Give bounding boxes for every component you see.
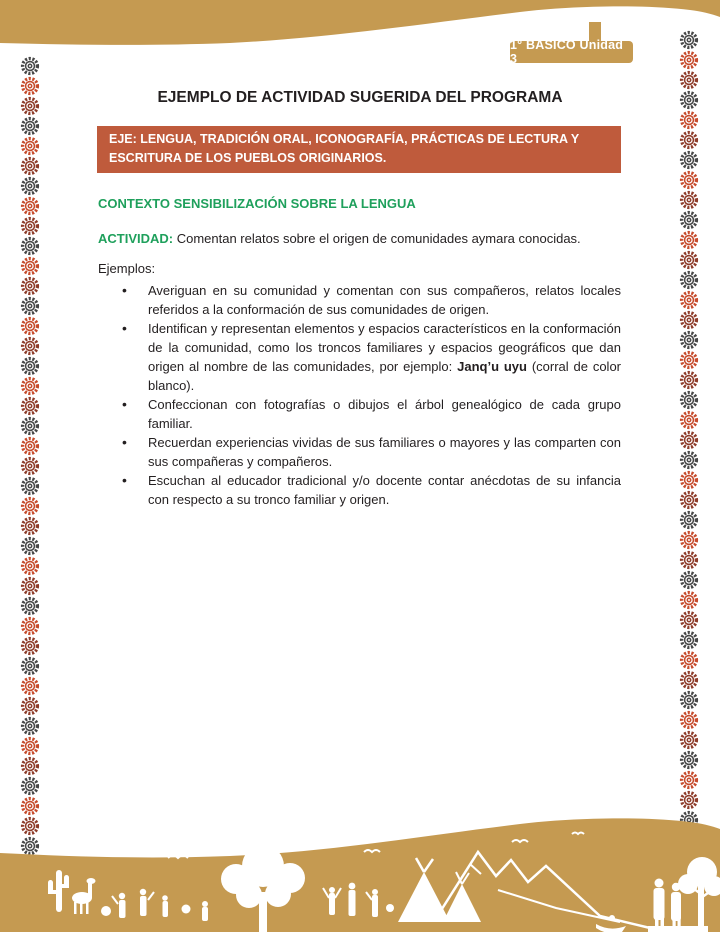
- rosette-icon: [20, 756, 40, 776]
- rosette-icon: [20, 516, 40, 536]
- rosette-icon: [20, 216, 40, 236]
- rosette-icon: [679, 510, 699, 530]
- rosette-icon: [20, 336, 40, 356]
- footer-band: [0, 812, 720, 932]
- rosette-icon: [679, 170, 699, 190]
- rosette-icon: [679, 190, 699, 210]
- rosette-icon: [679, 150, 699, 170]
- rosette-icon: [20, 716, 40, 736]
- rosette-icon: [679, 570, 699, 590]
- rosette-icon: [20, 556, 40, 576]
- rosette-icon: [20, 316, 40, 336]
- rosette-icon: [679, 690, 699, 710]
- rosette-icon: [20, 636, 40, 656]
- rosette-icon: [679, 350, 699, 370]
- rosette-icon: [679, 130, 699, 150]
- activity-line: [98, 231, 622, 246]
- rosette-icon: [679, 250, 699, 270]
- rosette-icon: [679, 750, 699, 770]
- rosette-icon: [20, 256, 40, 276]
- rosette-icon: [20, 536, 40, 556]
- rosette-icon: [20, 696, 40, 716]
- rosette-icon: [679, 530, 699, 550]
- rosette-icon: [679, 390, 699, 410]
- rosette-icon: [20, 396, 40, 416]
- page-title: EJEMPLO DE ACTIVIDAD SUGERIDA DEL PROGRAMA: [157, 89, 563, 106]
- rosette-icon: [20, 576, 40, 596]
- rosette-icon: [679, 230, 699, 250]
- rosette-icon: [679, 670, 699, 690]
- rosette-icon: [20, 376, 40, 396]
- examples-list: [98, 281, 621, 509]
- rosette-icon: [20, 156, 40, 176]
- rosette-icon: [679, 330, 699, 350]
- eje-heading-text: EJE: LENGUA, TRADICIÓN ORAL, ICONOGRAFÍA, PRÁCTICAS DE LECTURA Y ESCRITURA DE LOS PUEBLOS ORIGINARIOS.: [109, 132, 579, 165]
- rosette-icon: [679, 70, 699, 90]
- rosette-icon: [20, 276, 40, 296]
- rosette-icon: [20, 236, 40, 256]
- rosette-icon: [20, 736, 40, 756]
- rosette-icon: [20, 676, 40, 696]
- rosette-icon: [679, 90, 699, 110]
- rosette-icon: [20, 136, 40, 156]
- rosette-icon: [20, 196, 40, 216]
- rosette-icon: [20, 496, 40, 516]
- rosette-icon: [20, 456, 40, 476]
- eje-heading-box: [97, 126, 621, 173]
- rosette-icon: [679, 590, 699, 610]
- rosette-icon: [20, 436, 40, 456]
- rosette-icon: [20, 416, 40, 436]
- list-item: • Identifican y representan elementos y espacios característicos en la conformación de la comunidad, como los troncos familiares y espacios geográficos que dan origen al nombre de las comunidades, por ejemplo: Janq’u uyu (corral de color blanco).: [98, 319, 621, 395]
- rosette-icon: [20, 596, 40, 616]
- rosette-icon: [679, 650, 699, 670]
- rosette-icon: [679, 730, 699, 750]
- rosette-icon: [679, 290, 699, 310]
- rosette-icon: [679, 210, 699, 230]
- rosette-icon: [679, 710, 699, 730]
- rosette-icon: [20, 356, 40, 376]
- rosette-icon: [679, 370, 699, 390]
- rosette-icon: [20, 476, 40, 496]
- context-heading: CONTEXTO SENSIBILIZACIÓN SOBRE LA LENGUA: [98, 196, 416, 211]
- rosette-icon: [679, 630, 699, 650]
- rosette-icon: [679, 770, 699, 790]
- rosette-icon: [20, 96, 40, 116]
- list-item: • Recuerdan experiencias vividas de sus familiares o mayores y las comparten con sus compañeras y compañeros.: [98, 433, 621, 471]
- rosette-icon: [679, 450, 699, 470]
- rosette-icon: [20, 116, 40, 136]
- unit-badge: 1° BÁSICO Unidad 3: [510, 41, 633, 63]
- rosette-icon: [20, 296, 40, 316]
- examples-label: Ejemplos:: [98, 261, 156, 276]
- rosette-icon: [20, 616, 40, 636]
- activity-text: Comentan relatos sobre el origen de comunidades aymara conocidas.: [173, 231, 581, 246]
- rosette-icon: [679, 410, 699, 430]
- rosette-icon: [679, 310, 699, 330]
- rosette-icon: [679, 490, 699, 510]
- rosette-icon: [20, 656, 40, 676]
- list-item: • Averiguan en su comunidad y comentan con sus compañeros, relatos locales referidos a la conformación de sus comunidades de origen.: [98, 281, 621, 319]
- rosette-icon: [679, 550, 699, 570]
- rosette-icon: [679, 430, 699, 450]
- rosette-icon: [679, 610, 699, 630]
- rosette-icon: [20, 76, 40, 96]
- list-item: • Confeccionan con fotografías o dibujos el árbol genealógico de cada grupo familiar.: [98, 395, 621, 433]
- activity-label: ACTIVIDAD:: [98, 231, 174, 246]
- rosette-icon: [679, 470, 699, 490]
- rosette-icon: [679, 110, 699, 130]
- rosette-icon: [679, 270, 699, 290]
- rosette-icon: [20, 176, 40, 196]
- rosette-icon: [20, 776, 40, 796]
- list-item: • Escuchan al educador tradicional y/o docente contar anécdotas de su infancia con respecto a su tronco familiar y origen.: [98, 471, 621, 509]
- rosette-icon: [679, 790, 699, 810]
